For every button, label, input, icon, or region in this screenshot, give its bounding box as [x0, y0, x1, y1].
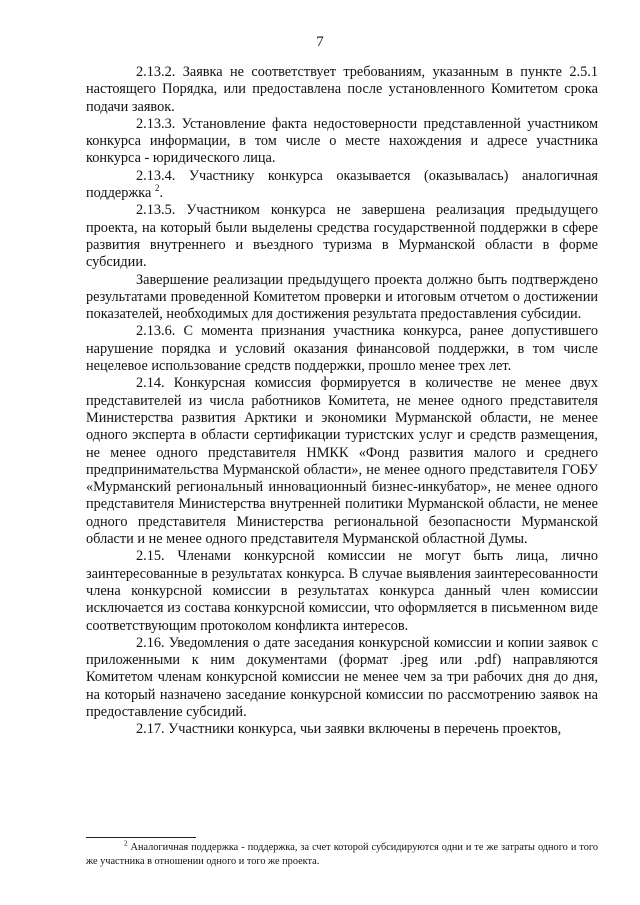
document-body	[86, 64, 598, 739]
page-number: 7	[316, 34, 324, 50]
paragraph-2-16: 2.16. Уведомления о дате заседания конкурсной комиссии и копии заявок с приложенными к ним документами (формат .jpeg или .pdf) направляются Комитетом членам конкурсной комиссии не менее чем за три рабочих дня до дня, на который назначено заседание конкурсной комиссии по рассмотрению заявок на предоставление субсидий.	[86, 634, 598, 720]
paragraph-2-13-4-text: 2.13.4. Участнику конкурса оказывается (оказывалась) аналогичная поддержка	[86, 167, 598, 202]
footnote-text: Аналогичная поддержка - поддержка, за счет которой субсидируются одни и те же затраты одного и того же участника в отношении одного и того же проекта.	[86, 842, 598, 867]
paragraph-2-13-5: 2.13.5. Участником конкурса не завершена реализация предыдущего проекта, на который были выделены средства государственной поддержки в сфере развития внутреннего и въездного туризма в Мурманской области в форме субсидии.	[86, 202, 598, 271]
paragraph-2-17: 2.17. Участники конкурса, чьи заявки включены в перечень проектов,	[136, 721, 562, 738]
paragraph-2-15: 2.15. Членами конкурсной комиссии не могут быть лица, лично заинтересованные в результатах конкурса. В случае выявления заинтересованности члена конкурсной комиссии в результатах конкурса данный член комиссии исключается из состава конкурсной комиссии, что оформляется в письменном виде соответствующим протоколом конфликта интересов.	[86, 548, 598, 634]
paragraph-2-13-3: 2.13.3. Установление факта недостоверности представленной участником конкурса информации, в том числе о месте нахождения и адресе участника конкурса - юридического лица.	[86, 115, 598, 167]
paragraph-2-13-4-end: .	[159, 185, 164, 202]
paragraph-2-13-4	[86, 168, 598, 203]
footnote-reference: 2	[154, 183, 160, 194]
paragraph-2-14: 2.14. Конкурсная комиссия формируется в количестве не менее двух представителей из числа работников Комитета, не менее одного представителя Министерства развития Арктики и экономики Мурманской области, не менее одного эксперта в области сертификации туристских услуг и средств размещения, не менее одного представителя НМКК «Фонд развития малого и среднего предпринимательства Мурманской области», не менее одного представителя ГОБУ «Мурманский региональный инновационный бизнес-инкубатор», не менее одного представителя Министерства внутренней политики Мурманской области, не менее одного представителя Министерства региональной безопасности Мурманской области и не менее одного представителя Мурманской областной Думы.	[86, 375, 598, 548]
paragraph-2-13-6: 2.13.6. С момента признания участника конкурса, ранее допустившего нарушение порядка и условий оказания финансовой поддержки, в том числе нецелевое использование средств поддержки, прошло менее трех лет.	[86, 323, 598, 375]
footnote	[86, 841, 598, 868]
footnote-separator	[86, 837, 196, 838]
footnote-marker: 2	[124, 839, 128, 848]
paragraph-2-13-2: 2.13.2. Заявка не соответствует требованиям, указанным в пункте 2.5.1 настоящего Порядка, или предоставлена после установленного Комитетом срока подачи заявок.	[86, 64, 598, 115]
paragraph-completion-condition: Завершение реализации предыдущего проекта должно быть подтверждено результатами проведенной Комитетом проверки и итоговым отчетом о достижении показателей, необходимых для достижения результата предоставления субсидии.	[86, 271, 598, 323]
